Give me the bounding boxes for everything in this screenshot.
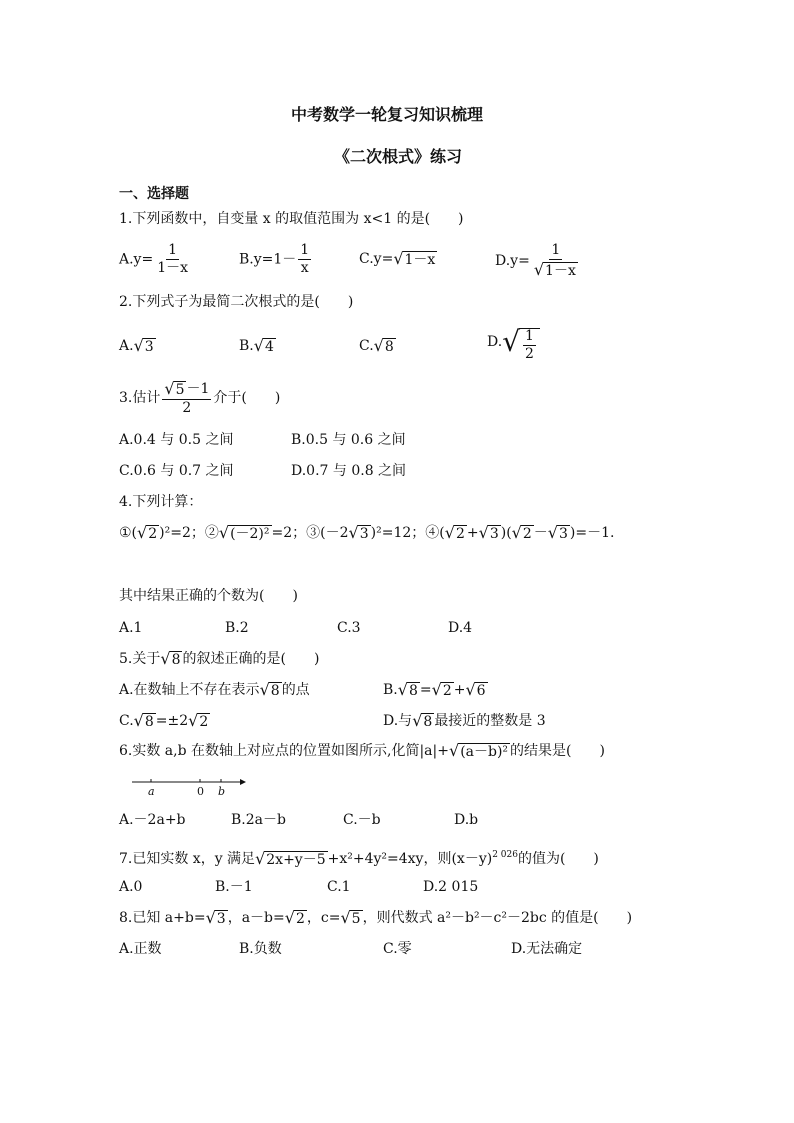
q4-e2-pre: ② bbox=[204, 525, 219, 541]
q5-d-pre: D.与 bbox=[383, 713, 413, 729]
q1-a-prefix: A.y= bbox=[119, 251, 154, 268]
q8-radicand-2: 2 bbox=[295, 911, 305, 927]
q1-option-d bbox=[495, 243, 582, 279]
q2-c-prefix: C. bbox=[359, 338, 374, 354]
q3-fraction: √ 5 －1 2 bbox=[164, 379, 210, 416]
q4-e4-radicand-4: 3 bbox=[559, 526, 568, 542]
q5-a-pre: A.在数轴上不存在表示 bbox=[119, 682, 260, 698]
q4-e4-mid-3: － bbox=[533, 525, 548, 541]
q3-option-a: A.0.4 与 0.5 之间 bbox=[119, 432, 234, 448]
page-title: 中考数学一轮复习知识梳理 bbox=[291, 105, 484, 124]
q1-c-prefix: C.y= bbox=[359, 251, 394, 267]
q4-e4-mid-1: + bbox=[466, 525, 479, 541]
q4-option-b: B.2 bbox=[225, 620, 249, 636]
q3-option-b: B.0.5 与 0.6 之间 bbox=[291, 432, 406, 448]
q4-option-d: D.4 bbox=[448, 620, 473, 636]
q4-e4-radicand-3: 2 bbox=[522, 526, 532, 542]
q6-radicand: (a－b)² bbox=[460, 744, 509, 760]
q5-option-a: A.在数轴上不存在表示 √ 8 的点 bbox=[119, 680, 310, 699]
q2-a-radicand: 3 bbox=[144, 339, 154, 355]
q4-expressions: ①( √ 2 )²=2；② √ (－2)² =2；③(－2 √ 3 )²=12；④( √ 2 + √ 3 )( √ 2 － √ 3 )=－1. bbox=[119, 523, 615, 542]
q3-radicand: 5 bbox=[175, 382, 185, 398]
q8-mid-1: ，a－b= bbox=[227, 910, 285, 926]
q4-e1-pre: ①( bbox=[119, 525, 138, 541]
q1-d-radicand: 1－x bbox=[545, 263, 576, 279]
q5-b-mid-2: + bbox=[453, 682, 466, 698]
axis-label-0: 0 bbox=[197, 785, 204, 798]
q3-option-d: D.0.7 与 0.8 之间 bbox=[291, 463, 407, 479]
q6-option-d: D.b bbox=[454, 812, 479, 828]
q1-b-fraction bbox=[298, 243, 311, 276]
q4-e1-post: )²=2； bbox=[159, 525, 205, 541]
q5-b-radicand-2: 2 bbox=[442, 683, 452, 699]
question-6-stem: 6.实数 a,b 在数轴上对应点的位置如图所示,化简|a|+ √ (a－b)² 的结果是( ) bbox=[119, 741, 605, 760]
q5-c-pre: C. bbox=[119, 713, 134, 729]
q4-e4-post: )=－1. bbox=[569, 525, 615, 541]
q1-d-denominator: √ 1－x bbox=[533, 260, 576, 279]
q2-option-b: B. √ 4 bbox=[239, 336, 274, 355]
q1-option-b bbox=[239, 243, 313, 276]
q5-b-pre: B. bbox=[383, 682, 398, 698]
q2-d-radical: √ $\frac{1}{2}$ bbox=[502, 322, 540, 362]
q1-c-radical: √ 1－x bbox=[393, 249, 436, 268]
q5-b-mid-1: = bbox=[419, 682, 432, 698]
number-line-figure bbox=[128, 774, 252, 798]
q4-followup: 其中结果正确的个数为( ) bbox=[119, 588, 298, 604]
q5-pre: 5.关于 bbox=[119, 651, 161, 667]
q2-c-radicand: 8 bbox=[384, 339, 394, 355]
q1-d-prefix: D.y= bbox=[495, 253, 530, 269]
q4-e2-radicand: (－2)² bbox=[230, 526, 270, 542]
q5-c-radicand-1: 8 bbox=[144, 714, 154, 730]
q3-post: 介于( ) bbox=[213, 390, 281, 406]
q8-post: ，则代数式 a²－b²－c²－2bc 的值是( ) bbox=[362, 910, 633, 926]
q1-d-numerator: 1 bbox=[551, 242, 561, 258]
q7-pre: 7.已知实数 x，y 满足 bbox=[119, 851, 256, 867]
q7-option-b: B.－1 bbox=[215, 879, 253, 895]
question-4-stem: 4.下列计算： bbox=[119, 494, 203, 510]
q5-c-mid: =±2 bbox=[155, 713, 189, 729]
q4-e3-pre: ③(－2 bbox=[306, 525, 349, 541]
q5-post: 的叙述正确的是( ) bbox=[182, 651, 320, 667]
q8-radicand-3: 5 bbox=[351, 911, 361, 927]
q2-d-prefix: D. bbox=[487, 334, 503, 350]
q5-a-radicand: 8 bbox=[270, 683, 280, 699]
q3-num-tail: －1 bbox=[186, 381, 210, 397]
q2-d-denominator: 2 bbox=[525, 346, 534, 362]
q6-option-c: C.－b bbox=[343, 812, 381, 828]
q4-e4-mid-2: )( bbox=[500, 525, 512, 541]
q4-e3-post: )²=12； bbox=[370, 525, 426, 541]
q1-a-denominator: 1－x bbox=[157, 260, 189, 276]
q7-post: 的值为( ) bbox=[517, 851, 599, 867]
q2-option-d bbox=[487, 322, 540, 362]
q2-b-prefix: B. bbox=[239, 338, 254, 354]
q3-denominator: 2 bbox=[182, 400, 192, 416]
q2-option-a: A. √ 3 bbox=[119, 336, 154, 355]
q5-d-post: 最接近的整数是 3 bbox=[434, 713, 546, 729]
question-5-stem: 5.关于 √ 8 的叙述正确的是( ) bbox=[119, 649, 320, 668]
q7-radicand: 2x+y－5 bbox=[266, 852, 326, 868]
q1-b-numerator: 1 bbox=[300, 242, 310, 258]
q5-c-radicand-2: 2 bbox=[199, 714, 209, 730]
q4-e3-radicand: 3 bbox=[359, 526, 369, 542]
q1-c-radicand: 1－x bbox=[404, 252, 436, 268]
q4-e1-radicand: 2 bbox=[148, 526, 158, 542]
page-subtitle: 《二次根式》练习 bbox=[334, 147, 463, 166]
q3-option-c: C.0.6 与 0.7 之间 bbox=[119, 463, 234, 479]
q2-a-prefix: A. bbox=[119, 338, 134, 354]
q1-b-prefix: B.y=1－ bbox=[239, 251, 297, 268]
q6-pre: 6.实数 a,b 在数轴上对应点的位置如图所示,化简|a|+ bbox=[119, 743, 449, 759]
q6-option-b: B.2a－b bbox=[231, 812, 286, 828]
q7-mid: +x²+4y²=4xy，则(x－y) bbox=[327, 851, 493, 867]
q5-option-d: D.与 √ 8 最接近的整数是 3 bbox=[383, 711, 546, 730]
q2-d-numerator: 1 bbox=[525, 328, 534, 344]
q1-a-numerator: 1 bbox=[168, 242, 178, 258]
question-1-stem: 1.下列函数中，自变量 x 的取值范围为 x<1 的是( ) bbox=[119, 211, 464, 227]
q5-radicand: 8 bbox=[171, 652, 181, 668]
q7-option-a: A.0 bbox=[119, 879, 143, 895]
question-8-stem: 8.已知 a+b= √ 3 ，a－b= √ 2 ，c= √ 5 ，则代数式 a²－b²－c²－2bc 的值是( ) bbox=[119, 908, 633, 927]
question-2-stem: 2.下列式子为最简二次根式的是( ) bbox=[119, 294, 354, 310]
q8-option-d: D.无法确定 bbox=[511, 941, 583, 957]
q7-option-d: D.2 015 bbox=[423, 879, 479, 895]
q5-b-radicand-3: 6 bbox=[476, 683, 486, 699]
axis-label-a: a bbox=[148, 785, 155, 798]
q8-mid-2: ，c= bbox=[306, 910, 341, 926]
question-3-stem bbox=[119, 380, 280, 416]
q4-e2-post: =2； bbox=[271, 525, 307, 541]
q1-a-fraction bbox=[155, 243, 190, 276]
q6-option-a: A.－2a+b bbox=[119, 812, 186, 828]
q1-option-c bbox=[359, 250, 437, 268]
q6-post: 的结果是( ) bbox=[510, 743, 605, 759]
q7-option-c: C.1 bbox=[327, 879, 351, 895]
q8-option-a: A.正数 bbox=[119, 941, 162, 957]
q7-exponent: 2 026 bbox=[492, 850, 518, 860]
q3-pre: 3.估计 bbox=[119, 390, 161, 406]
q5-a-post: 的点 bbox=[281, 682, 310, 698]
q4-e4-radicand-2: 3 bbox=[489, 526, 499, 542]
q2-b-radicand: 4 bbox=[264, 339, 274, 355]
q5-d-radicand: 8 bbox=[423, 714, 433, 730]
q8-pre: 8.已知 a+b= bbox=[119, 910, 206, 926]
q5-b-radicand-1: 8 bbox=[408, 683, 418, 699]
q1-d-fraction bbox=[532, 243, 580, 279]
q4-option-a: A.1 bbox=[119, 620, 143, 636]
number-line-arrow-icon bbox=[240, 779, 246, 785]
q4-e4-pre: ④( bbox=[425, 525, 445, 541]
axis-label-b: b bbox=[218, 785, 226, 798]
q8-radicand-1: 3 bbox=[216, 911, 226, 927]
q1-b-denominator: x bbox=[300, 260, 309, 276]
question-7-stem: 7.已知实数 x，y 满足 √ 2x+y－5 +x²+4y²=4xy，则$(x-y)^{2 026}$的值为( ) bbox=[119, 849, 599, 868]
q4-option-c: C.3 bbox=[337, 620, 361, 636]
q1-option-a bbox=[119, 243, 192, 276]
q8-option-b: B.负数 bbox=[239, 941, 282, 957]
q5-option-c: C. √ 8 =±2 √ 2 bbox=[119, 711, 209, 730]
section-heading: 一、选择题 bbox=[119, 186, 189, 202]
q8-option-c: C.零 bbox=[383, 941, 412, 957]
q5-option-b: B. √ 8 = √ 2 + √ 6 bbox=[383, 680, 486, 699]
q4-e4-radicand-1: 2 bbox=[455, 526, 465, 542]
q2-option-c: C. √ 8 bbox=[359, 336, 394, 355]
